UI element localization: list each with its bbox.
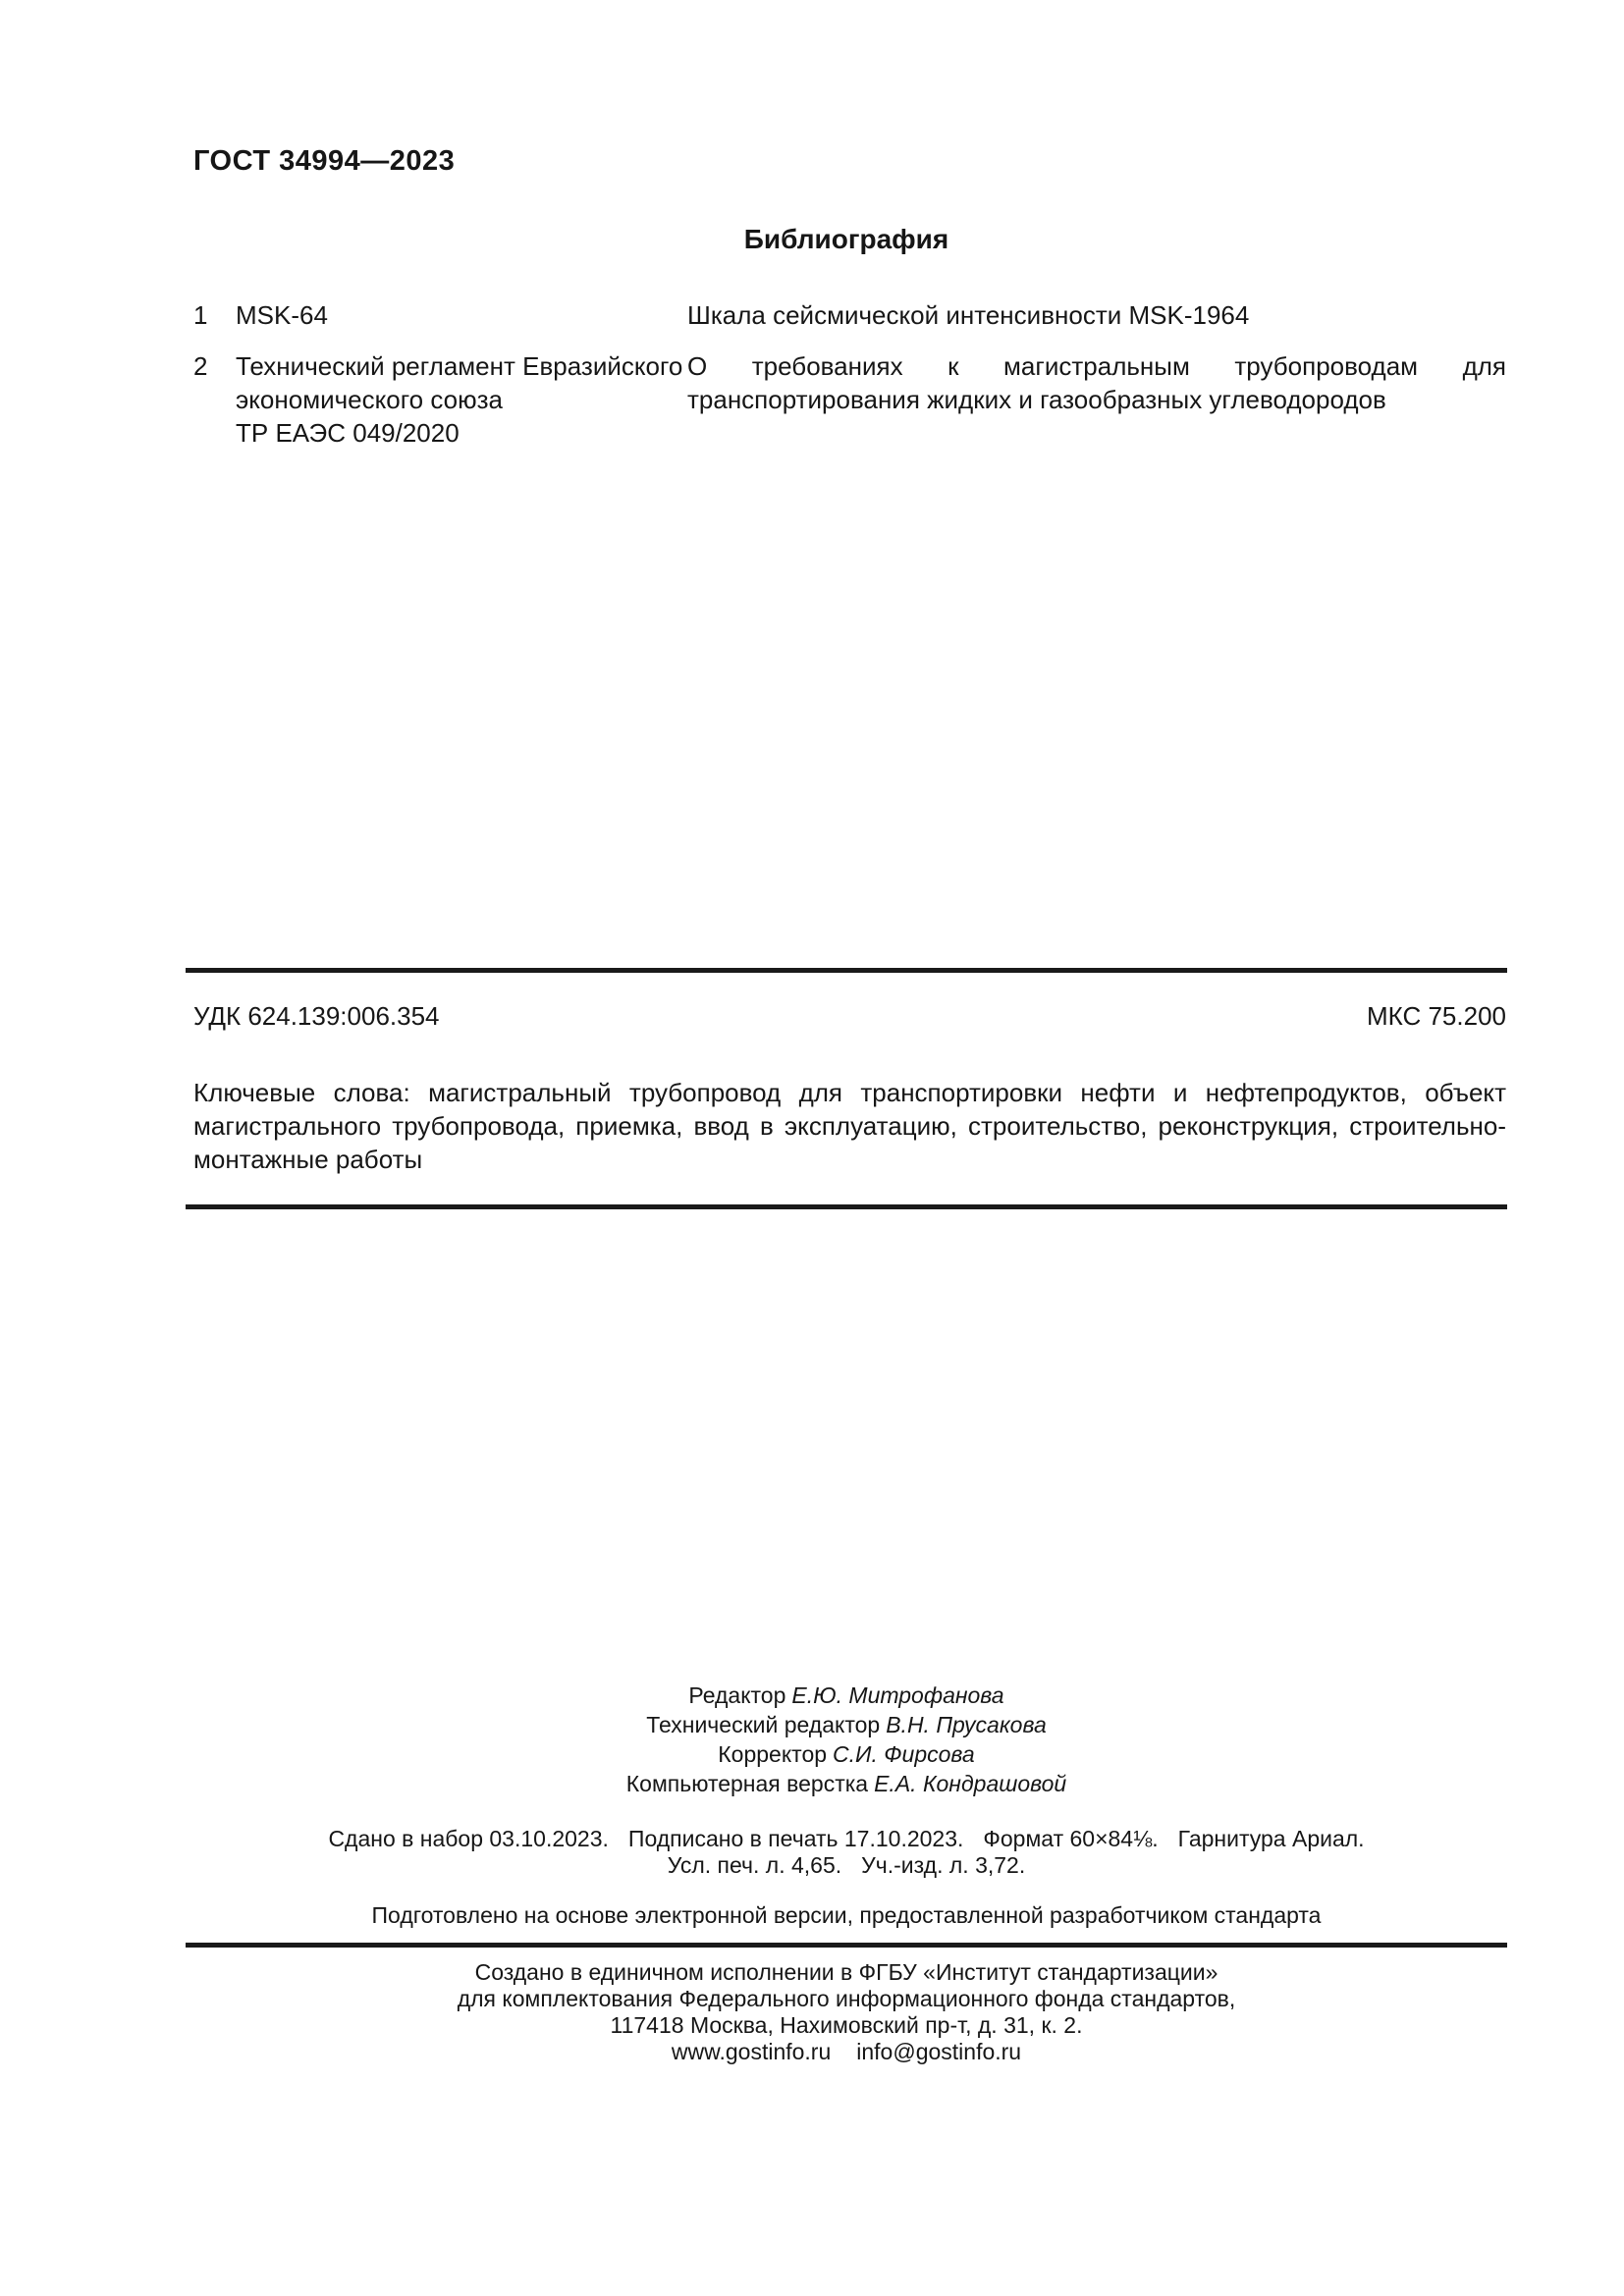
staff-row xyxy=(187,1769,1506,1798)
imprint-segment: Сдано в набор 03.10.2023. xyxy=(328,1826,609,1851)
entry-description: Шкала сейсмической интенсивности MSK-1964 xyxy=(687,300,1250,330)
staff-role: Корректор xyxy=(718,1741,828,1767)
imprint-segment: Формат 60×84⅛. xyxy=(983,1826,1159,1851)
bibliography-entry xyxy=(187,349,1506,450)
entry-term-line: экономического союза xyxy=(236,385,503,414)
imprint-segment: Усл. печ. л. 4,65. xyxy=(667,1852,842,1878)
classification-row xyxy=(187,1001,1506,1032)
email-text: info@gostinfo.ru xyxy=(856,2039,1022,2064)
mks-code: МКС 75.200 xyxy=(1366,1001,1506,1031)
website-text: www.gostinfo.ru xyxy=(671,2039,832,2064)
imprint-block xyxy=(187,1826,1506,1879)
udk-code: УДК 624.139:006.354 xyxy=(193,1001,440,1031)
divider-rule xyxy=(186,968,1507,973)
staff-row xyxy=(187,1710,1506,1739)
staff-name: Е.А. Кондрашовой xyxy=(874,1771,1067,1796)
staff-role: Компьютерная верстка xyxy=(625,1771,869,1796)
imprint-segment: Гарнитура Ариал. xyxy=(1177,1826,1365,1851)
publisher-line: для комплектования Федерального информационного фонда стандартов, xyxy=(457,1986,1236,2011)
staff-block xyxy=(187,1681,1506,1798)
publisher-line: Создано в единичном исполнении в ФГБУ «Институт стандартизации» xyxy=(474,1959,1218,1985)
entry-description: О требованиях к магистральным трубопроводам для транспортирования жидких и газообразных углеводородов xyxy=(687,351,1506,414)
bibliography-list xyxy=(187,298,1506,450)
document-code: ГОСТ 34994—2023 xyxy=(193,145,456,177)
divider-rule xyxy=(186,1943,1507,1948)
imprint-line-2 xyxy=(187,1852,1506,1879)
staff-row xyxy=(187,1681,1506,1710)
keywords-paragraph: Ключевые слова: магистральный трубопровод для транспортировки нефти и нефтепродуктов, объект магистрального трубопровода, приемка, ввод в эксплуатацию, строительство, реконструкция, строительно-монтажные работы xyxy=(193,1078,1506,1174)
publisher-address: 117418 Москва, Нахимовский пр-т, д. 31, к. 2. xyxy=(610,2012,1083,2038)
entry-number: 1 xyxy=(193,300,208,330)
entry-term xyxy=(236,298,687,332)
imprint-segment: Подписано в печать 17.10.2023. xyxy=(627,1826,964,1851)
entry-term-line: MSK-64 xyxy=(236,300,328,330)
bibliography-entry xyxy=(187,298,1506,332)
staff-role: Технический редактор xyxy=(646,1712,881,1737)
entry-number: 2 xyxy=(193,351,208,381)
staff-name: В.Н. Прусакова xyxy=(886,1712,1047,1737)
staff-role: Редактор xyxy=(688,1682,786,1708)
entry-term-line: Технический регламент Евразийского xyxy=(236,351,683,381)
bibliography-title: Библиография xyxy=(743,224,949,254)
entry-term xyxy=(236,349,687,450)
prepared-note: Подготовлено на основе электронной версии, предоставленной разработчиком стандарта xyxy=(371,1902,1322,1928)
staff-name: Е.Ю. Митрофанова xyxy=(791,1682,1004,1708)
imprint-segment: Уч.-изд. л. 3,72. xyxy=(861,1852,1026,1878)
imprint-line-1 xyxy=(187,1826,1506,1852)
divider-rule xyxy=(186,1204,1507,1209)
publisher-block xyxy=(187,1959,1506,2065)
publisher-contacts xyxy=(187,2039,1506,2065)
staff-row xyxy=(187,1739,1506,1769)
entry-term-line: ТР ЕАЭС 049/2020 xyxy=(236,418,460,448)
staff-name: С.И. Фирсова xyxy=(833,1741,975,1767)
